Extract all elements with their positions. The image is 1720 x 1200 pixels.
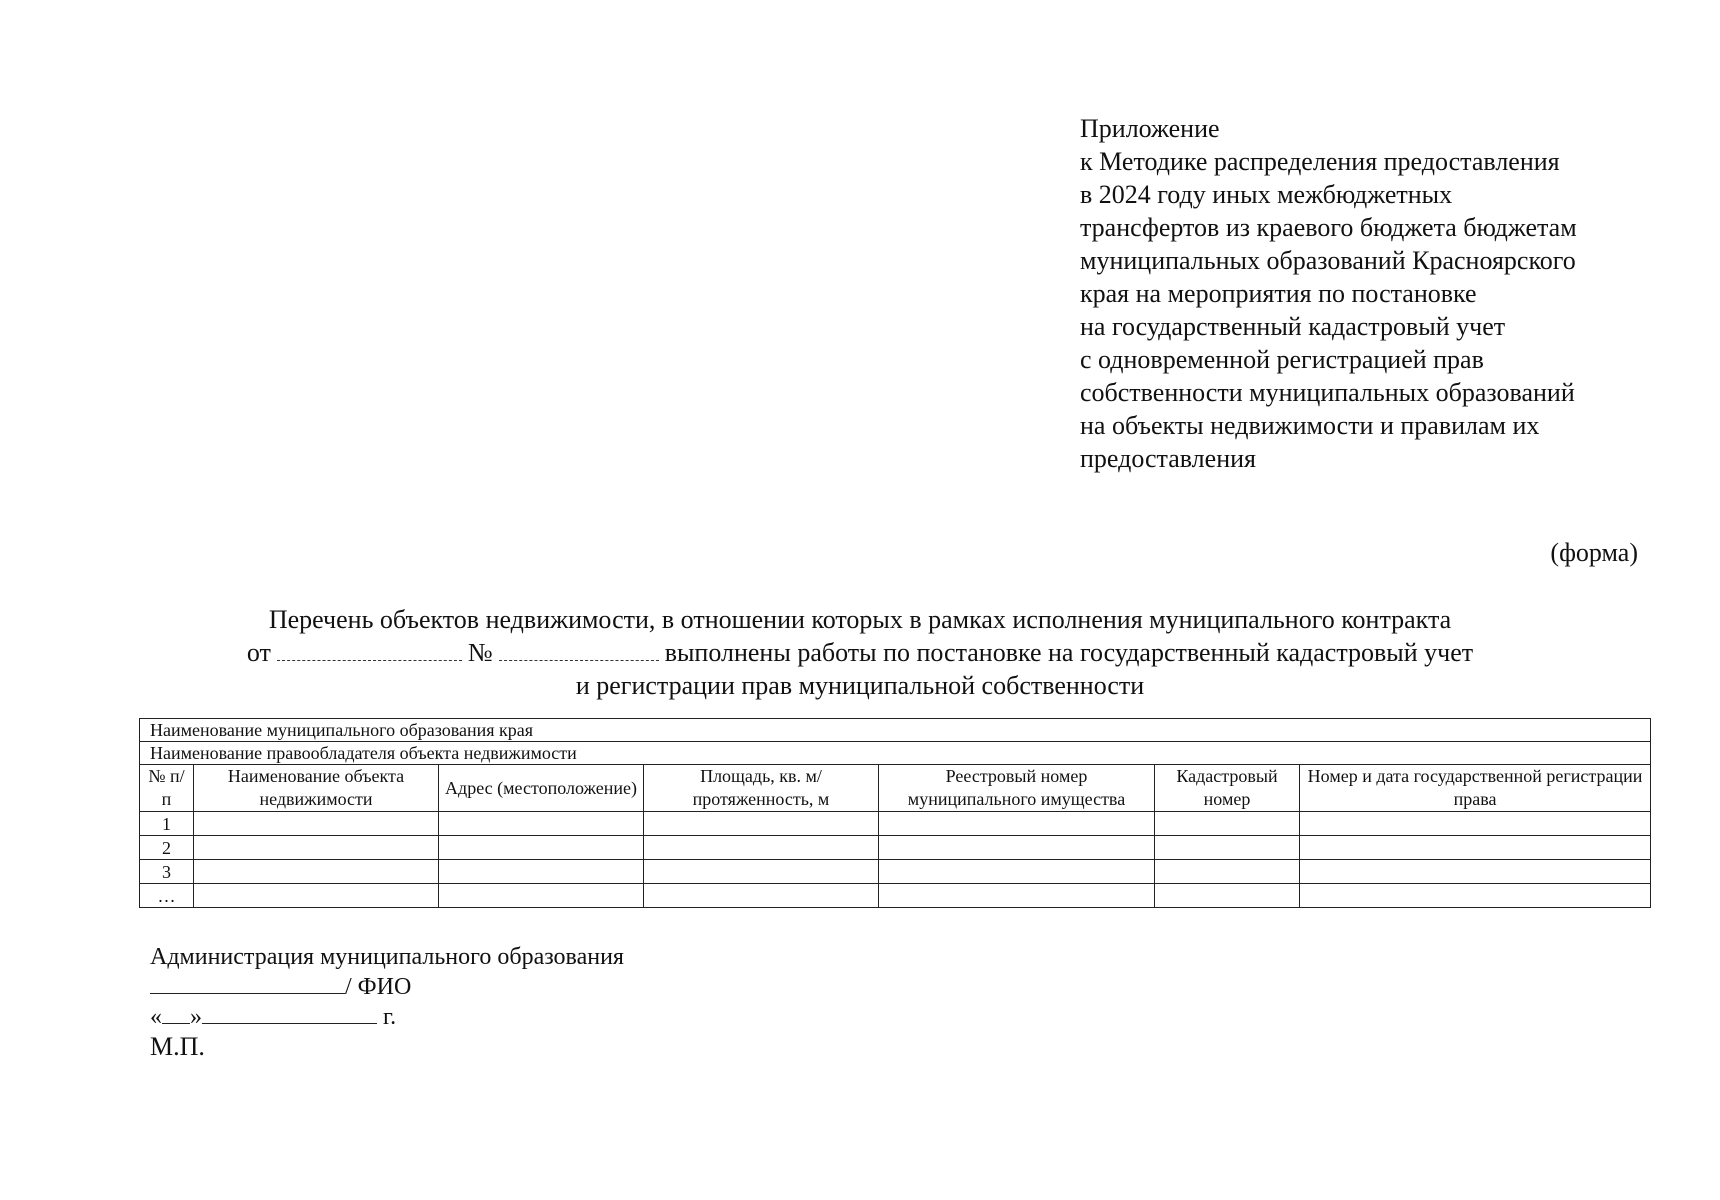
table-cell[interactable] xyxy=(194,836,439,860)
table-cell[interactable] xyxy=(439,884,644,908)
table-row xyxy=(140,812,1651,836)
appendix-line: муниципальных образований Красноярского xyxy=(1080,246,1576,275)
appendix-line: собственности муниципальных образований xyxy=(1080,378,1575,407)
stamp-place-label: М.П. xyxy=(150,1032,205,1061)
header-area: Площадь, кв. м/ протяженность, м xyxy=(644,765,879,812)
table-row-municipality xyxy=(140,719,1651,742)
title-line-2-rest: выполнены работы по постановке на государственный кадастровый учет xyxy=(664,638,1474,667)
property-table xyxy=(139,718,1651,908)
document-title xyxy=(0,603,1720,702)
header-registration: Номер и дата государственной регистрации права xyxy=(1300,765,1651,812)
row-number: 2 xyxy=(140,836,194,860)
table-cell[interactable] xyxy=(1155,836,1300,860)
appendix-line: к Методике распределения предоставления xyxy=(1080,147,1560,176)
header-number: № п/п xyxy=(140,765,194,812)
signature-blank[interactable] xyxy=(150,973,345,994)
title-number-label: № xyxy=(467,638,493,667)
title-line-1: Перечень объектов недвижимости, в отношении которых в рамках исполнения муниципального контракта xyxy=(268,605,1452,634)
table-cell[interactable] xyxy=(644,860,879,884)
row-number: 1 xyxy=(140,812,194,836)
month-year-blank[interactable] xyxy=(202,1003,377,1024)
table-row xyxy=(140,860,1651,884)
table-cell[interactable] xyxy=(1300,812,1651,836)
owner-name-cell[interactable]: Наименование правообладателя объекта недвижимости xyxy=(140,742,1651,765)
table-cell[interactable] xyxy=(1155,884,1300,908)
header-object-name: Наименование объекта недвижимости xyxy=(194,765,439,812)
appendix-line: в 2024 году иных межбюджетных xyxy=(1080,180,1453,209)
table-cell[interactable] xyxy=(879,812,1155,836)
header-cadastral-number: Кадастровый номер xyxy=(1155,765,1300,812)
row-number: 3 xyxy=(140,860,194,884)
appendix-line: на государственный кадастровый учет xyxy=(1080,312,1506,341)
appendix-line: на объекты недвижимости и правилам их xyxy=(1080,411,1540,440)
table-cell[interactable] xyxy=(644,836,879,860)
municipality-name-cell[interactable]: Наименование муниципального образования края xyxy=(140,719,1651,742)
fio-label: / ФИО xyxy=(345,974,412,1000)
quote-open: « xyxy=(150,1004,162,1030)
quote-close: » xyxy=(190,1004,202,1030)
header-registry-number: Реестровый номер муниципального имущества xyxy=(879,765,1155,812)
table-cell[interactable] xyxy=(879,836,1155,860)
table-header-row xyxy=(140,765,1651,812)
appendix-line: трансфертов из краевого бюджета бюджетам xyxy=(1080,213,1577,242)
table-cell[interactable] xyxy=(194,884,439,908)
table-cell[interactable] xyxy=(1155,812,1300,836)
table-cell[interactable] xyxy=(194,860,439,884)
contract-number-blank[interactable] xyxy=(499,638,659,661)
signature-line xyxy=(150,972,624,1002)
date-line xyxy=(150,1002,624,1032)
table-cell[interactable] xyxy=(439,836,644,860)
table-cell[interactable] xyxy=(1300,836,1651,860)
appendix-line: предоставления xyxy=(1080,444,1256,473)
title-line-2 xyxy=(0,636,1720,669)
table-cell[interactable] xyxy=(1300,884,1651,908)
table-cell[interactable] xyxy=(644,884,879,908)
administration-label: Администрация муниципального образования xyxy=(150,944,624,970)
signature-block xyxy=(150,942,624,1062)
table-cell[interactable] xyxy=(439,812,644,836)
year-suffix: г. xyxy=(383,1004,397,1030)
table-row-owner xyxy=(140,742,1651,765)
contract-date-blank[interactable] xyxy=(277,638,462,661)
appendix-line: Приложение xyxy=(1080,114,1220,143)
table-cell[interactable] xyxy=(879,884,1155,908)
title-from-label: от xyxy=(246,638,271,667)
header-address: Адрес (местоположение) xyxy=(439,765,644,812)
day-blank[interactable] xyxy=(162,1003,190,1024)
table-cell[interactable] xyxy=(439,860,644,884)
table-cell[interactable] xyxy=(879,860,1155,884)
table-cell[interactable] xyxy=(194,812,439,836)
appendix-line: края на мероприятия по постановке xyxy=(1080,279,1477,308)
form-label: (форма) xyxy=(1550,538,1638,567)
table-row xyxy=(140,884,1651,908)
title-line-3: и регистрации прав муниципальной собственности xyxy=(575,671,1145,700)
table-cell[interactable] xyxy=(1155,860,1300,884)
table-cell[interactable] xyxy=(644,812,879,836)
row-number: … xyxy=(140,884,194,908)
table-row xyxy=(140,836,1651,860)
appendix-header xyxy=(1080,112,1680,475)
appendix-line: с одновременной регистрацией прав xyxy=(1080,345,1484,374)
table-cell[interactable] xyxy=(1300,860,1651,884)
